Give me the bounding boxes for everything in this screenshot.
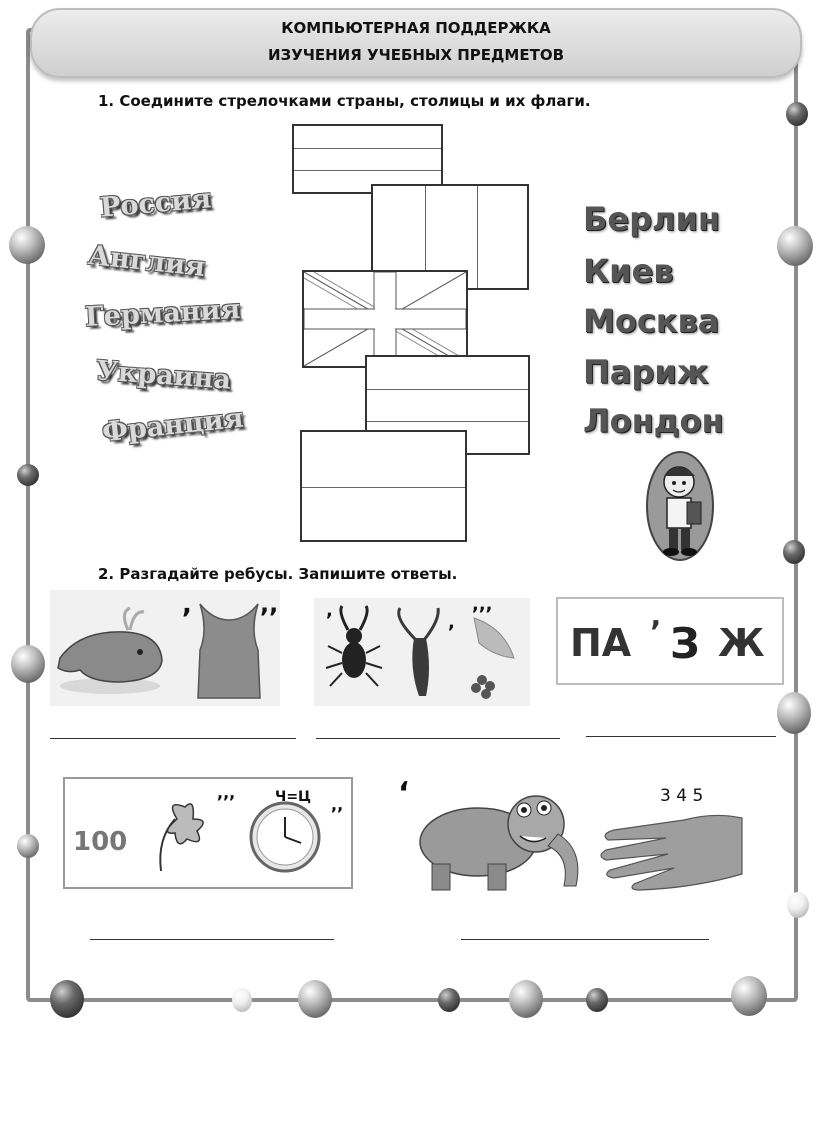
city-moscow: Москва <box>583 302 720 340</box>
decor-bead <box>777 226 813 266</box>
decor-bead <box>731 976 767 1016</box>
answer-line-2[interactable] <box>316 738 560 739</box>
decor-bead <box>509 980 543 1018</box>
rebus-4-number: 100 <box>73 827 128 857</box>
city-london: Лондон <box>583 402 724 440</box>
rebus-2-comma-left: , <box>326 600 333 621</box>
city-berlin: Берлин <box>583 200 720 238</box>
answer-line-1[interactable] <box>50 738 296 739</box>
rebus-2-comma-right: ,,, <box>472 594 493 615</box>
decor-bead <box>783 540 805 564</box>
answer-line-4[interactable] <box>90 939 334 940</box>
rebus-1-comma-right: ,, <box>260 590 279 618</box>
rebus-2-picture <box>314 594 530 706</box>
rebus-3-left-letters: ПА <box>570 621 632 665</box>
decor-bead <box>298 980 332 1018</box>
country-russia: Россия <box>98 183 213 224</box>
header-title-line1: КОМПЬЮТЕРНАЯ ПОДДЕРЖКА <box>281 19 551 37</box>
rebus-2-comma-middle: , <box>448 612 455 633</box>
rebus-3-middle-letter: З <box>670 619 700 668</box>
country-france: Франция <box>100 402 245 449</box>
rebus-4-commas-clock: ,, <box>331 795 344 814</box>
hand-picture <box>594 808 744 892</box>
decor-bead <box>786 102 808 126</box>
decor-bead <box>777 692 811 734</box>
flag-two-horizontal-stripes <box>300 430 467 542</box>
decor-bead <box>9 226 45 264</box>
elephant-picture <box>408 790 588 894</box>
rebus-4-box <box>63 777 353 889</box>
decor-bead <box>232 988 252 1012</box>
country-germany: Германия <box>84 293 242 334</box>
decor-bead <box>586 988 608 1012</box>
answer-line-5[interactable] <box>461 939 709 940</box>
rebus-4-formula: Ч=Ц <box>275 789 312 805</box>
task-1-instruction: 1. Соедините стрелочками страны, столицы и их флаги. <box>98 92 591 110</box>
rebus-1-comma-left: , <box>182 590 192 620</box>
decor-bead <box>17 464 39 486</box>
rebus-5-digits: 3 4 5 <box>660 786 704 806</box>
decor-bead <box>50 980 84 1018</box>
rebus-5-quote: ‘ <box>398 776 410 811</box>
city-kiev: Киев <box>583 252 674 290</box>
task-2-instruction: 2. Разгадайте ребусы. Запишите ответы. <box>98 565 458 583</box>
rebus-3-box <box>556 597 784 685</box>
rebus-3-apostrophe: ʼ <box>650 615 662 650</box>
country-england: Англия <box>86 239 207 284</box>
decor-bead <box>17 834 39 858</box>
rebus-4-commas-flower: ,,, <box>217 783 236 802</box>
answer-line-3[interactable] <box>586 736 776 737</box>
city-paris: Париж <box>583 353 709 391</box>
header-title-line2: ИЗУЧЕНИЯ УЧЕБНЫХ ПРЕДМЕТОВ <box>267 46 564 64</box>
decor-bead <box>11 645 45 683</box>
country-ukraine: Украина <box>95 355 232 396</box>
rebus-3-right-letter: Ж <box>718 621 765 665</box>
decor-bead <box>438 988 460 1012</box>
rebus-1-picture <box>50 590 280 706</box>
flag-union-jack <box>302 270 468 368</box>
schoolboy-illustration <box>645 450 715 562</box>
decor-bead <box>787 892 809 918</box>
header-banner <box>30 8 802 78</box>
